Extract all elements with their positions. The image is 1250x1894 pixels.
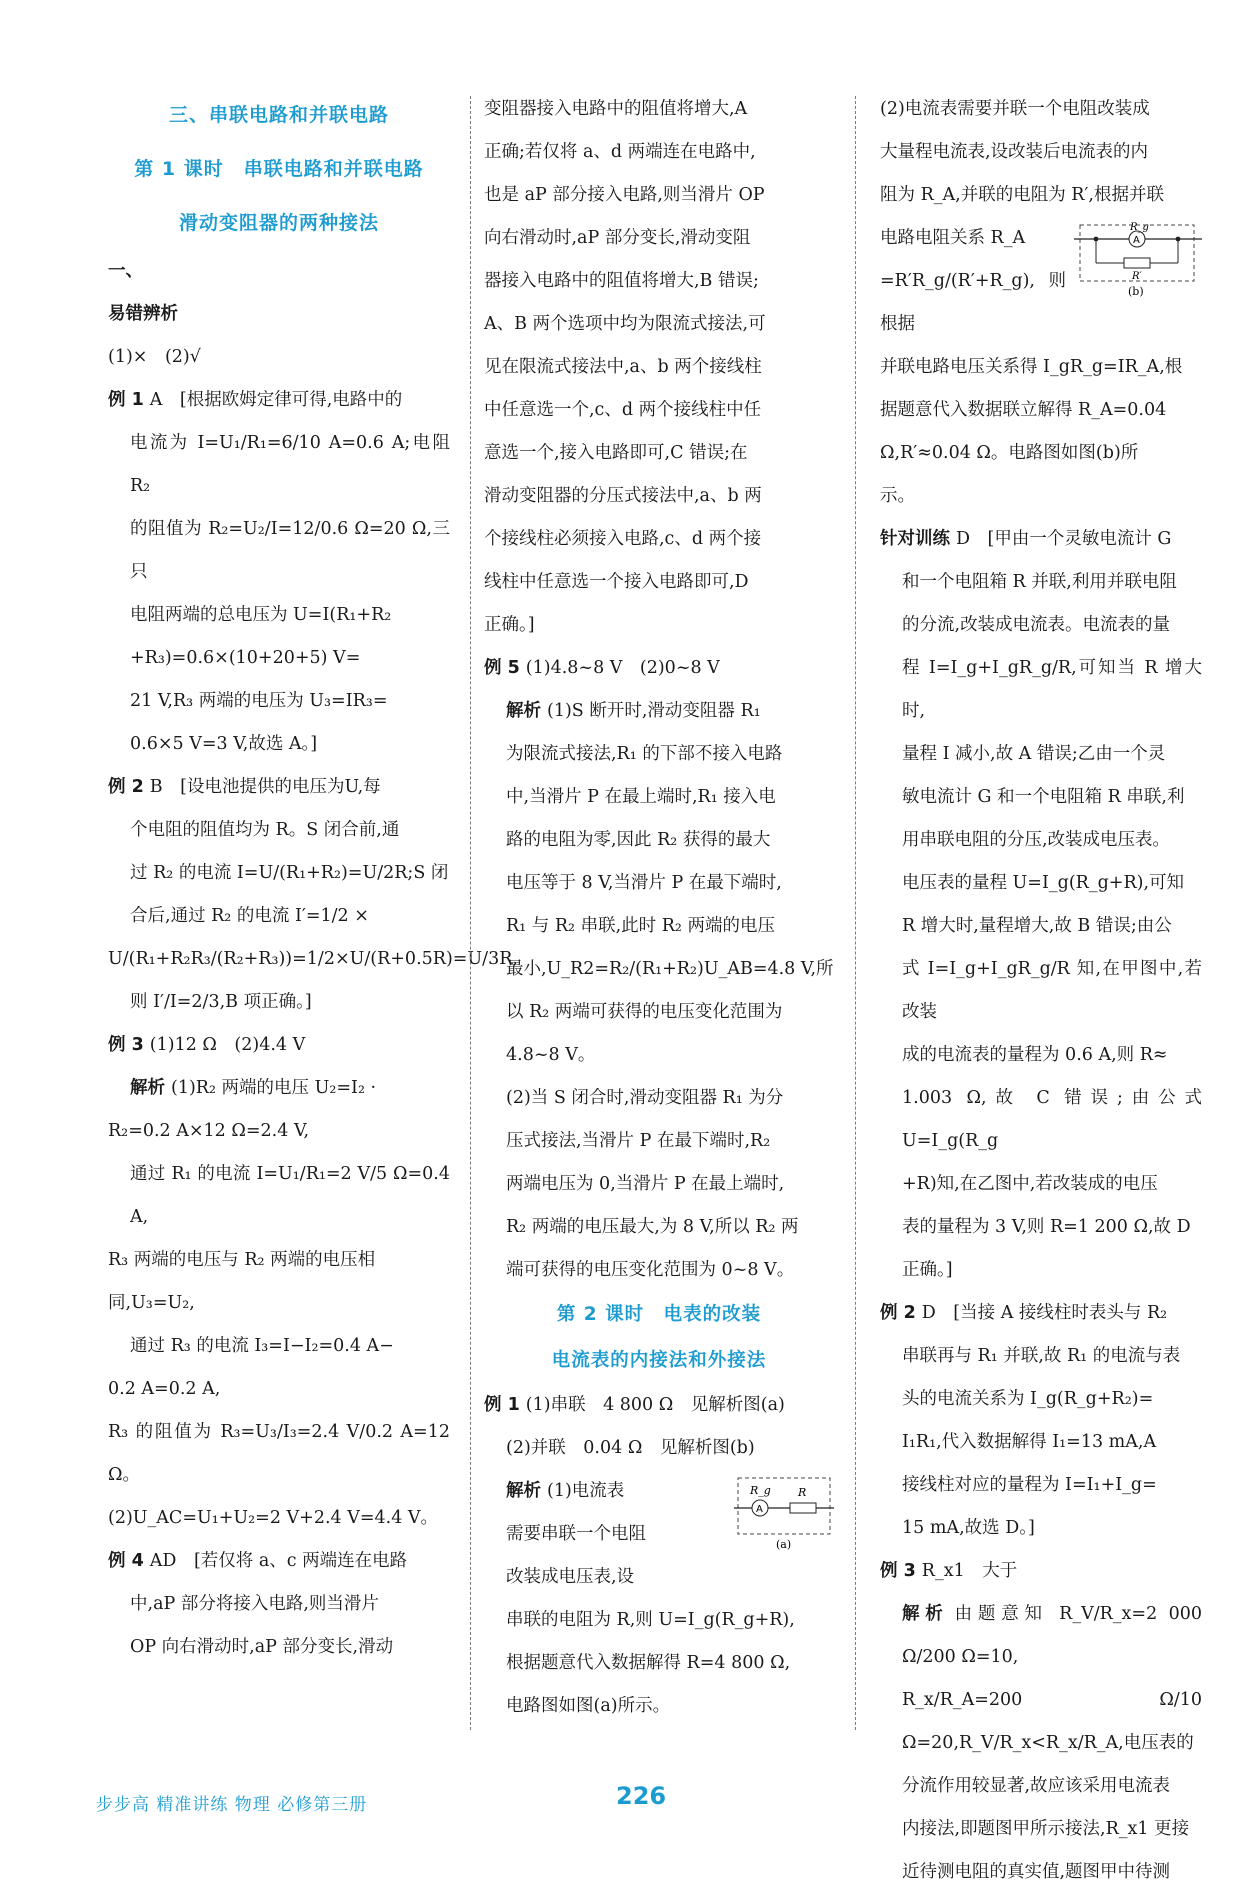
text-line: 示。	[880, 486, 915, 506]
resistor-icon	[790, 1503, 816, 1513]
text-line: 正确。]	[902, 1260, 953, 1280]
text-line: 最小,U_R2=R₂/(R₁+R₂)U_AB=4.8 V,所	[506, 959, 834, 979]
text-line: 为限流式接法,R₁ 的下部不接入电路	[506, 744, 783, 764]
analysis	[880, 1593, 1202, 1679]
text-line: 见在限流式接法中,a、b 两个接线柱	[484, 357, 762, 377]
text-line: 过 R₂ 的电流 I=U/(R₁+R₂)=U/2R;S 闭	[130, 863, 449, 883]
text-line: U/(R₁+R₂R₃/(R₂+R₃))=1/2×U/(R+0.5R)=U/3R,	[108, 949, 518, 969]
text-line: 电压等于 8 V,当滑片 P 在最下端时,	[506, 873, 782, 893]
text-line: R 增大时,量程增大,故 B 错误;由公	[902, 916, 1172, 936]
text-line: 式 I=I_g+I_gR_g/R 知,在甲图中,若改装	[902, 959, 1202, 1022]
example-3	[108, 1024, 450, 1067]
resistor-icon	[1124, 258, 1150, 268]
text-line: 正确;若仅将 a、d 两端连在电路中,	[484, 142, 756, 162]
text-line: 压式接法,当滑片 P 在最下端时,R₂	[506, 1131, 771, 1151]
example-2b	[880, 1292, 1202, 1335]
text-line: 则 I′/I=2/3,B 项正确。]	[130, 992, 312, 1012]
ammeter-letter: A	[1133, 235, 1140, 246]
text-line: (1)R₂ 两端的电压 U₂=I₂ ·	[171, 1078, 377, 1098]
text-line: 头的电流关系为 I_g(R_g+R₂)=	[902, 1389, 1154, 1409]
lesson-title: 第 1 课时 串联电路和并联电路	[134, 158, 424, 180]
example-label: 例 3	[108, 1035, 144, 1055]
training-label: 针对训练	[880, 529, 950, 549]
text-line: (2)电流表需要并联一个电阻改装成	[880, 99, 1150, 119]
text-line: 用串联电阻的分压,改装成电压表。	[902, 830, 1171, 850]
text-line: R₃ 两端的电压与 R₂ 两端的电压相	[108, 1250, 376, 1270]
text-line: +R)知,在乙图中,若改装成的电压	[902, 1174, 1158, 1194]
ammeter-letter: A	[756, 1504, 763, 1515]
text-line: 器接入电路中的阻值将增大,B 错误;	[484, 271, 759, 291]
text-line: 据题意代入数据联立解得 R_A=0.04	[880, 400, 1167, 420]
text-line: 内接法,即题图甲所示接法,R_x1 更接	[902, 1819, 1190, 1839]
text-line: 电路图如图(a)所示。	[506, 1696, 671, 1716]
text-line: 合后,通过 R₂ 的电流 I′=1/2 ×	[130, 906, 369, 926]
text-line: 意选一个,接入电路即可,C 错误;在	[484, 443, 748, 463]
text-line: 同,U₃=U₂,	[108, 1293, 195, 1313]
page-number: 226	[616, 1782, 667, 1810]
example-label: 例 1	[484, 1395, 520, 1415]
text-line: 由题意知 R_V/R_x=2 000 Ω/200 Ω=10,	[902, 1604, 1202, 1667]
analysis-label: 解析	[506, 701, 541, 721]
label-r-prime: R′	[1132, 271, 1142, 282]
text-line: 表的量程为 3 V,则 R=1 200 Ω,故 D	[902, 1217, 1191, 1237]
circuit-diagram-a	[734, 1474, 834, 1554]
training	[880, 518, 1202, 561]
text-line: Ω,R′≈0.04 Ω。电路图如图(b)所	[880, 443, 1139, 463]
text-line: 电压表的量程 U=I_g(R_g+R),可知	[902, 873, 1185, 893]
label-rg: R_g	[750, 1484, 771, 1497]
text-line: I₁R₁,代入数据解得 I₁=13 mA,A	[902, 1432, 1157, 1452]
text-line: 阻为 R_A,并联的电阻为 R′,根据并联	[880, 185, 1164, 205]
text-line: 变阻器接入电路中的阻值将增大,A	[484, 99, 748, 119]
text-line: 敏电流计 G 和一个电阻箱 R 串联,利	[902, 787, 1185, 807]
text-line: 串联的电阻为 R,则 U=I_g(R_g+R),	[506, 1610, 795, 1630]
text-line: 滑动变阻器的分压式接法中,a、b 两	[484, 486, 762, 506]
column-divider	[470, 96, 471, 1730]
text-line: R₁ 与 R₂ 串联,此时 R₂ 两端的电压	[506, 916, 775, 936]
example-2	[108, 766, 450, 809]
text-line: (2)U_AC=U₁+U₂=2 V+2.4 V=4.4 V。	[108, 1508, 439, 1528]
text-line: 量程 I 减小,故 A 错误;乙由一个灵	[902, 744, 1166, 764]
text-line: 近待测电阻的真实值,题图甲中待测	[902, 1862, 1171, 1882]
text-line: 改装成电压表,设	[506, 1567, 635, 1587]
example-3b	[880, 1550, 1202, 1593]
text-line: AD [若仅将 a、c 两端连在电路	[149, 1551, 408, 1571]
text-line: 中,当滑片 P 在最上端时,R₁ 接入电	[506, 787, 776, 807]
text-line: 电流为 I=U₁/R₁=6/10 A=0.6 A;电阻 R₂	[130, 433, 450, 496]
node	[1094, 237, 1099, 242]
answer: R_x1 大于	[921, 1561, 1018, 1581]
column-divider	[855, 96, 856, 1730]
circuit-diagram-b	[1074, 221, 1202, 299]
text-line: 串联再与 R₁ 并联,故 R₁ 的电流与表	[902, 1346, 1181, 1366]
analysis-label: 解析	[130, 1078, 165, 1098]
text-line: R₂=0.2 A×12 Ω=2.4 V,	[108, 1121, 310, 1141]
text-line: +R₃)=0.6×(10+20+5) V=	[130, 648, 361, 668]
part-label: 一、	[108, 261, 143, 281]
section-title: 三、串联电路和并联电路	[168, 104, 389, 126]
text-line: A [根据欧姆定律可得,电路中的	[149, 390, 403, 410]
errors-answer: (1)× (2)√	[108, 347, 201, 367]
example-label: 例 4	[108, 1551, 144, 1571]
label-rg: R_g	[1130, 222, 1149, 233]
text-line: D [当接 A 接线柱时表头与 R₂	[921, 1303, 1168, 1323]
text-line: 通过 R₃ 的电流 I₃=I−I₂=0.4 A−	[130, 1336, 394, 1356]
text-line: 0.2 A=0.2 A,	[108, 1379, 221, 1399]
text-line: 接线柱对应的量程为 I=I₁+I_g=	[902, 1475, 1157, 1495]
answer: (1)12 Ω (2)4.4 V	[149, 1035, 306, 1055]
errors-label: 易错辨析	[108, 304, 178, 324]
text-line: (1)电流表	[547, 1481, 625, 1501]
text-line: R₂ 两端的电压最大,为 8 V,所以 R₂ 两	[506, 1217, 799, 1237]
text-line: 程 I=I_g+I_gR_g/R,可知当 R 增大时,	[902, 658, 1202, 721]
answer: (1)4.8~8 V (2)0~8 V	[525, 658, 720, 678]
label-r: R	[798, 1486, 807, 1499]
lesson-2-subtitle: 电流表的内接法和外接法	[551, 1350, 767, 1371]
text-line: 1.003 Ω,故 C 错误;由公式 U=I_g(R_g	[902, 1088, 1202, 1151]
example-1b	[484, 1384, 834, 1427]
text-line: 向右滑动时,aP 部分变长,滑动变阻	[484, 228, 751, 248]
text-line: 个接线柱必须接入电路,c、d 两个接	[484, 529, 762, 549]
example-label: 例 3	[880, 1561, 916, 1581]
example-4	[108, 1540, 450, 1583]
text-line: 通过 R₁ 的电流 I=U₁/R₁=2 V/5 Ω=0.4 A,	[130, 1164, 450, 1227]
text-line: OP 向右滑动时,aP 部分变长,滑动	[130, 1637, 394, 1657]
text-line: 并联电路电压关系得 I_gR_g=IR_A,根	[880, 357, 1183, 377]
text-line: A、B 两个选项中均为限流式接法,可	[484, 314, 766, 334]
text-line: 和一个电阻箱 R 并联,利用并联电阻	[902, 572, 1177, 592]
text-line: R₃ 的阻值为 R₃=U₃/I₃=2.4 V/0.2 A=12 Ω。	[108, 1422, 450, 1485]
answer: (2)并联 0.04 Ω 见解析图(b)	[506, 1438, 755, 1458]
text-line: 路的电阻为零,因此 R₂ 获得的最大	[506, 830, 771, 850]
text-line: 线柱中任意选一个接入电路即可,D	[484, 572, 749, 592]
lesson-2-title: 第 2 课时 电表的改装	[556, 1304, 762, 1325]
column-2	[484, 88, 834, 1716]
text-line: 电路电阻关系 R_A	[880, 228, 1026, 248]
text-line: 4.8~8 V。	[506, 1045, 596, 1065]
text-line: 21 V,R₃ 两端的电压为 U₃=IR₃=	[130, 691, 388, 711]
column-3	[880, 88, 1202, 1882]
analysis-label: 解析	[506, 1481, 541, 1501]
text-line: 0.6×5 V=3 V,故选 A。]	[130, 734, 318, 754]
text-line: 也是 aP 部分接入电路,则当滑片 OP	[484, 185, 765, 205]
text-line: 端可获得的电压变化范围为 0~8 V。	[506, 1260, 795, 1280]
answer: (1)串联 4 800 Ω 见解析图(a)	[525, 1395, 785, 1415]
figure-caption: (b)	[1128, 285, 1144, 298]
text-line: 根据题意代入数据解得 R=4 800 Ω,	[506, 1653, 791, 1673]
text-line: (1)S 断开时,滑动变阻器 R₁	[547, 701, 761, 721]
text-line: 分流作用较显著,故应该采用电流表	[902, 1776, 1171, 1796]
example-label: 例 2	[108, 777, 144, 797]
example-label: 例 5	[484, 658, 520, 678]
text-line: 以 R₂ 两端可获得的电压变化范围为	[506, 1002, 783, 1022]
analysis-label: 解析	[902, 1604, 949, 1624]
text-line: 的阻值为 R₂=U₂/I=12/0.6 Ω=20 Ω,三只	[130, 519, 450, 582]
analysis	[484, 690, 834, 733]
text-line: 中任意选一个,c、d 两个接线柱中任	[484, 400, 762, 420]
text-line: 个电阻的阻值均为 R。S 闭合前,通	[130, 820, 400, 840]
text-line: 正确。]	[484, 615, 535, 635]
text-line: 的分流,改装成电流表。电流表的量	[902, 615, 1171, 635]
example-5	[484, 647, 834, 690]
text-line: 中,aP 部分将接入电路,则当滑片	[130, 1594, 379, 1614]
text-line: B [设电池提供的电压为U,每	[149, 777, 381, 797]
text-line: =R′R_g/(R′+R_g),则根据	[880, 271, 1066, 334]
text-line: R_x/R_A=200 Ω/10 Ω=20,R_V/R_x<R_x/R_A,电压表的	[902, 1690, 1202, 1753]
example-label: 例 1	[108, 390, 144, 410]
text-line: 大量程电流表,设改装后电流表的内	[880, 142, 1149, 162]
footer-book-title: 步步高 精准讲练 物理 必修第三册	[96, 1795, 368, 1815]
text-line: 电阻两端的总电压为 U=I(R₁+R₂	[130, 605, 392, 625]
text-line: 成的电流表的量程为 0.6 A,则 R≈	[902, 1045, 1168, 1065]
node	[1176, 237, 1181, 242]
figure-caption: (a)	[776, 1538, 792, 1551]
analysis	[108, 1067, 450, 1110]
text-line: 两端电压为 0,当滑片 P 在最上端时,	[506, 1174, 785, 1194]
example-1	[108, 379, 450, 422]
text-line: 需要串联一个电阻	[506, 1524, 646, 1544]
text-line: (2)当 S 闭合时,滑动变阻器 R₁ 为分	[506, 1088, 784, 1108]
text-line: D [甲由一个灵敏电流计 G	[956, 529, 1172, 549]
example-label: 例 2	[880, 1303, 916, 1323]
sub-title: 滑动变阻器的两种接法	[178, 212, 379, 234]
text-line: 15 mA,故选 D。]	[902, 1518, 1035, 1538]
